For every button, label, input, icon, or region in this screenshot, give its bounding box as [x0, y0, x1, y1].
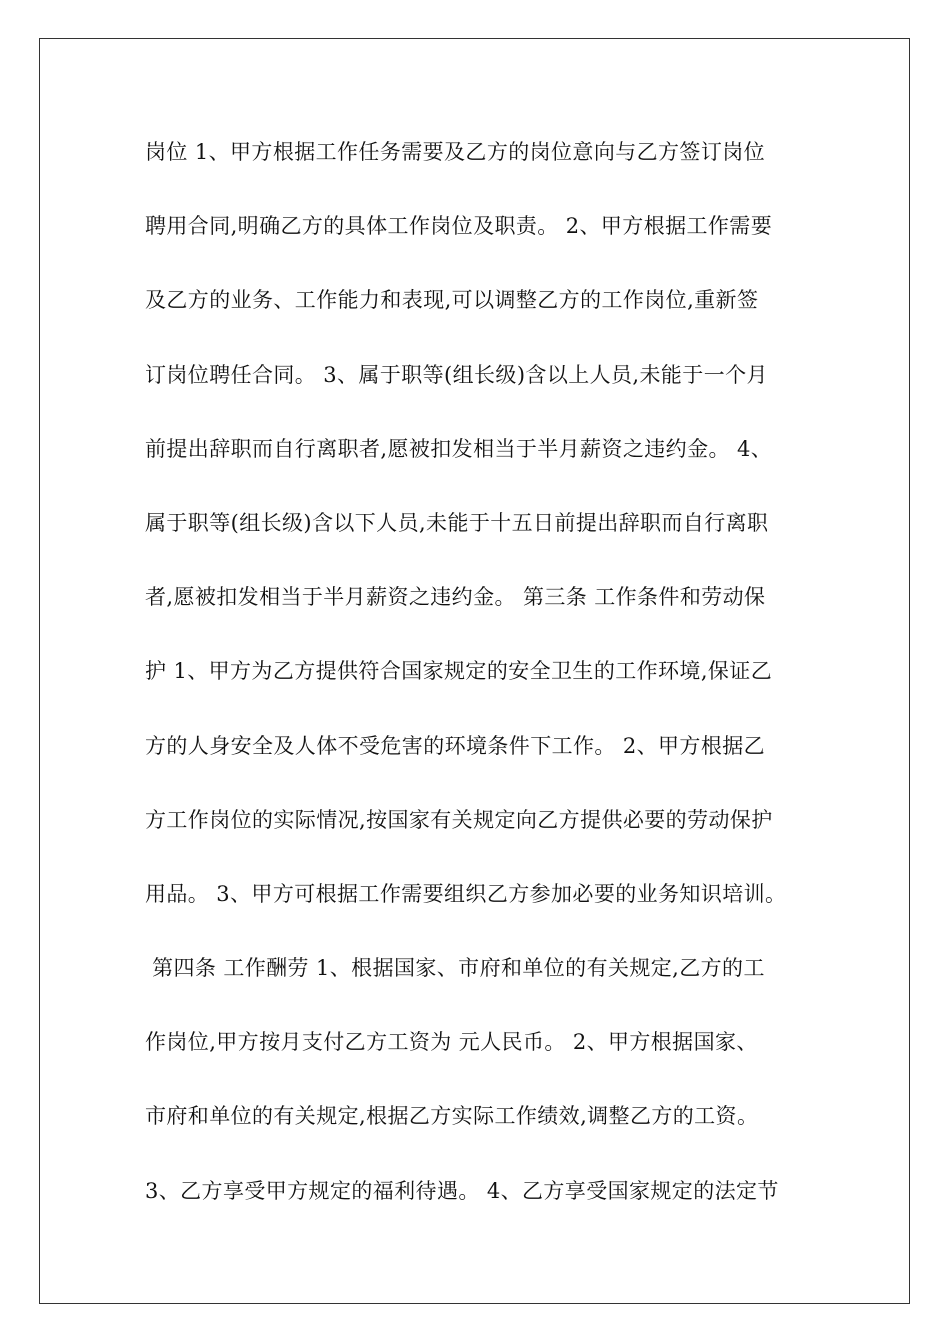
- text-line: 订岗位聘任合同。 3、属于职等(组长级)含以上人员,未能于一个月: [145, 362, 768, 387]
- text-line: 护 1、甲方为乙方提供符合国家规定的安全卫生的工作环境,保证乙: [145, 659, 773, 684]
- text-line: 岗位 1、甲方根据工作任务需要及乙方的岗位意向与乙方签订岗位: [145, 140, 766, 164]
- text-line: 方工作岗位的实际情况,按国家有关规定向乙方提供必要的劳动保护: [145, 807, 773, 832]
- text-line: 者,愿被扣发相当于半月薪资之违约金。 第三条 工作条件和劳动保: [145, 585, 766, 610]
- text-line: 属于职等(组长级)含以下人员,未能于十五日前提出辞职而自行离职: [145, 510, 769, 535]
- text-line: 第四条 工作酬劳 1、根据国家、市府和单位的有关规定,乙方的工: [145, 956, 765, 981]
- text-line: 用品。 3、甲方可根据工作需要组织乙方参加必要的业务知识培训。: [145, 881, 787, 906]
- text-line: 3、乙方享受甲方规定的福利待遇。 4、乙方享受国家规定的法定节: [145, 1178, 779, 1203]
- text-line: 市府和单位的有关规定,根据乙方实际工作绩效,调整乙方的工资。: [145, 1104, 759, 1129]
- text-line: 前提出辞职而自行离职者,愿被扣发相当于半月薪资之违约金。 4、: [145, 436, 773, 461]
- text-line: 聘用合同,明确乙方的具体工作岗位及职责。 2、甲方根据工作需要: [145, 214, 773, 239]
- text-line: 及乙方的业务、工作能力和表现,可以调整乙方的工作岗位,重新签: [145, 288, 759, 313]
- document-body: [145, 130, 815, 1243]
- text-line: 作岗位,甲方按月支付乙方工资为 元人民币。 2、甲方根据国家、: [145, 1030, 758, 1055]
- text-line: 方的人身安全及人体不受危害的环境条件下工作。 2、甲方根据乙: [145, 733, 766, 758]
